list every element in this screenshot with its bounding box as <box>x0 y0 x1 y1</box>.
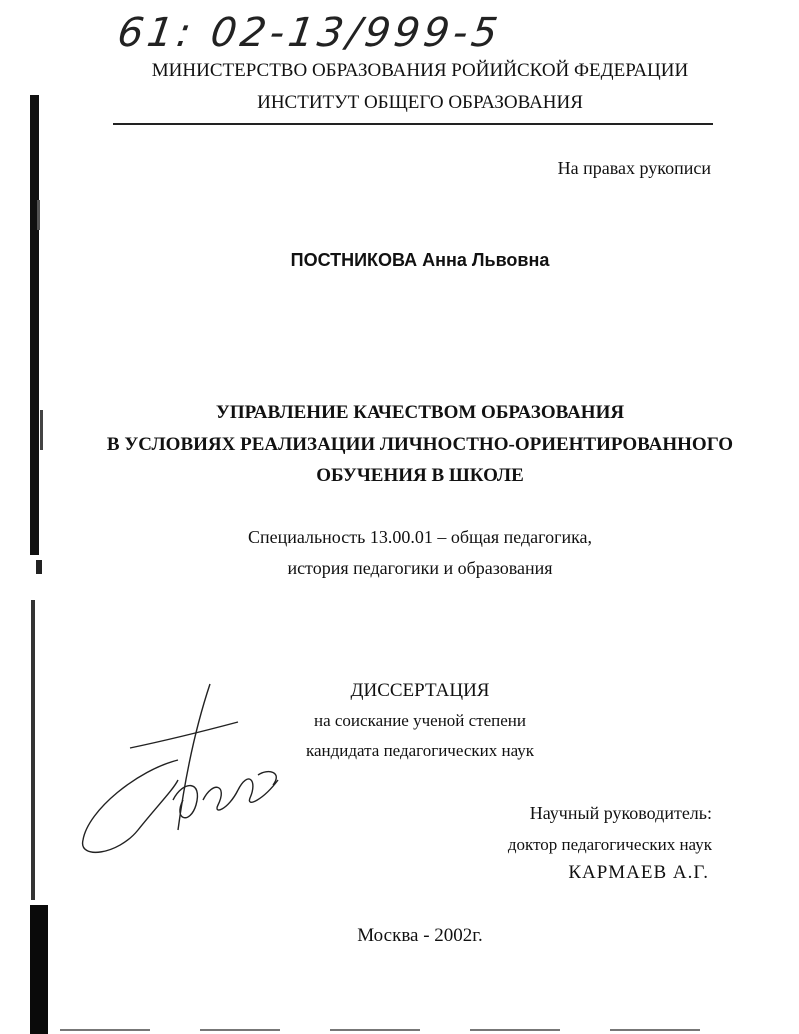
city-year: Москва - 2002г. <box>357 925 483 946</box>
ministry-name: МИНИСТЕРСТВО ОБРАЗОВАНИЯ РОЙИЙСКОЙ ФЕДЕРАЦИИ <box>151 60 689 81</box>
handwritten-archive-number: 61: 02-13/999-5 <box>114 10 505 56</box>
thesis-title-line-2: В УСЛОВИЯХ РЕАЛИЗАЦИИ ЛИЧНОСТНО-ОРИЕНТИРОВАННОГО <box>106 434 734 455</box>
institute-name: ИНСТИТУТ ОБЩЕГО ОБРАЗОВАНИЯ <box>257 92 583 113</box>
rights-note: На правах рукописи <box>557 158 711 178</box>
scan-edge-artifact <box>0 0 50 1034</box>
specialty-line-2: история педагогики и образования <box>287 558 553 578</box>
thesis-title-line-3: ОБУЧЕНИЯ В ШКОЛЕ <box>316 465 524 486</box>
specialty-line-1: Специальность 13.00.01 – общая педагогика, <box>247 527 593 547</box>
supervisor-degree: доктор педагогических наук <box>507 835 712 854</box>
supervisor-name: КАРМАЕВ А.Г. <box>568 862 709 883</box>
author-signature <box>78 680 288 860</box>
degree-line-2: кандидата педагогических наук <box>305 741 535 760</box>
header-divider <box>113 123 713 125</box>
scan-bottom-artifact <box>0 1026 799 1034</box>
degree-line-1: на соискание ученой степени <box>313 711 527 730</box>
author-name: ПОСТНИКОВА Анна Львовна <box>290 250 550 270</box>
thesis-title-line-1: УПРАВЛЕНИЕ КАЧЕСТВОМ ОБРАЗОВАНИЯ <box>215 402 625 423</box>
dissertation-label: ДИССЕРТАЦИЯ <box>350 680 490 701</box>
supervisor-label: Научный руководитель: <box>529 803 712 823</box>
